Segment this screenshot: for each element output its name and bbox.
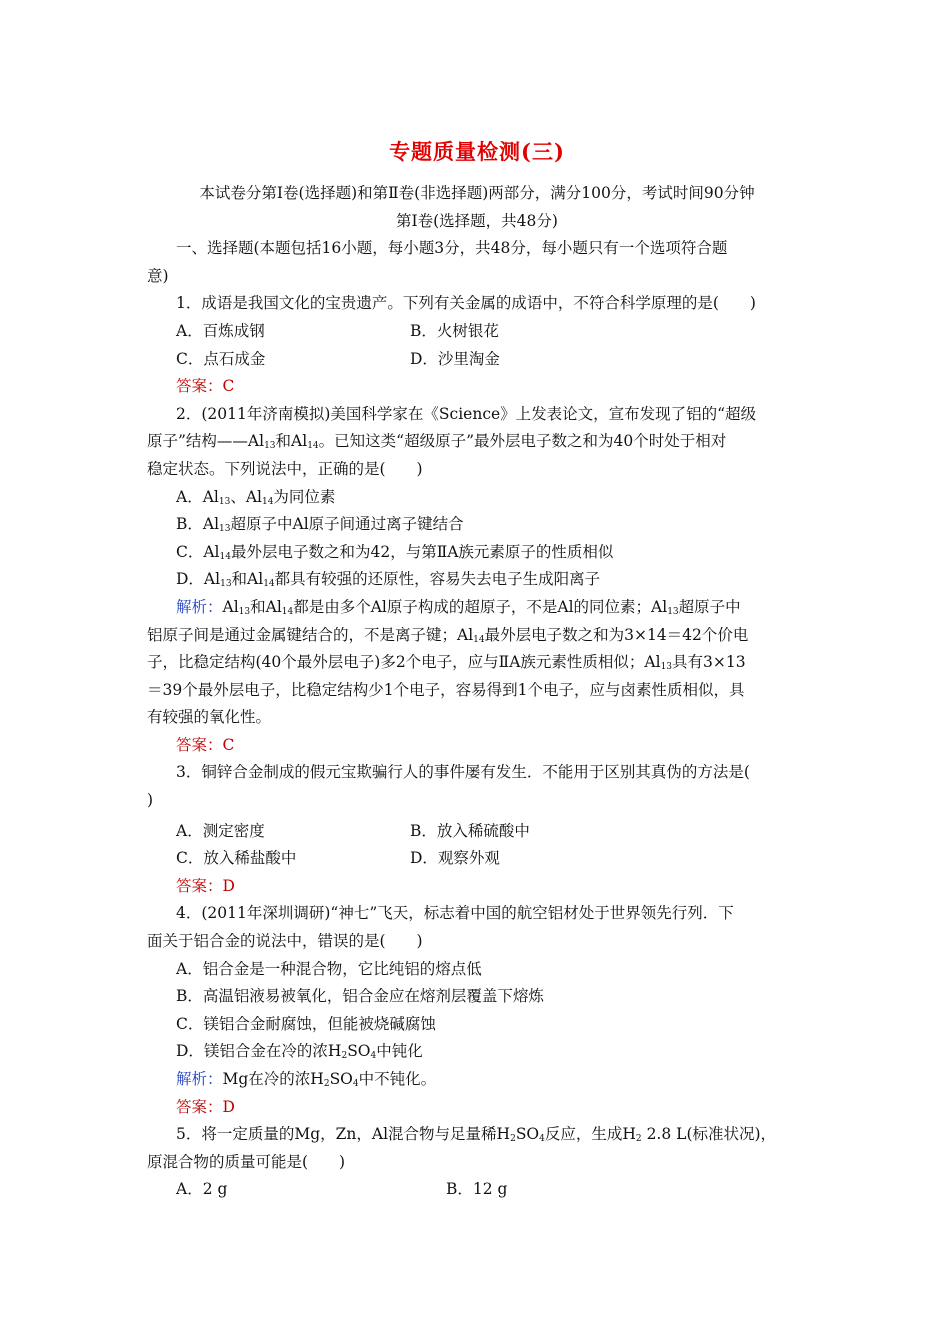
subscript: 14 [473,634,485,645]
subscript: 13 [667,606,679,617]
option-text: 最外层电子数之和为42，与第ⅡA族元素原子的性质相似 [230,542,614,561]
question-3-options-cd [147,845,807,873]
analysis-text: 最外层电子数之和为3×14＝42个价电 [484,625,749,644]
option-text: D．镁铝合金在冷的浓H [176,1042,342,1061]
option-d: D．沙里淘金 [410,349,500,368]
option-text: A．Al [176,487,219,506]
option-b: B．火树银花 [410,321,499,340]
question-4-stem-line2: 面关于铝合金的说法中，错误的是( ) [147,932,423,951]
question-2-answer: 答案：C [176,735,235,754]
exam-page [147,138,807,1204]
subscript: 13 [218,496,231,507]
question-5-options-ab [147,1176,807,1204]
question-1-answer: 答案：C [176,377,235,396]
option-c: C．点石成金 [176,349,266,368]
analysis-text: 具有3×13 [672,653,746,672]
question-2-analysis [147,594,807,622]
option-c: C．镁铝合金耐腐蚀，但能被烧碱腐蚀 [176,1014,436,1033]
stem-text: 。已知这类“超级原子”最外层电子数之和为40个时处于相对 [318,432,727,451]
exam-intro: 本试卷分第Ⅰ卷(选择题)和第Ⅱ卷(非选择题)两部分，满分100分，考试时间90分钟 [199,184,755,202]
option-a: A．测定密度 [176,821,265,840]
question-2-analysis-line3 [147,649,807,677]
question-2-stem: 2．(2011年济南模拟)美国科学家在《Science》上发表论文，宣布发现了铝的“超级 [176,404,757,423]
option-text: 中钝化 [376,1042,423,1061]
question-4-stem: 4．(2011年深圳调研)“神七”飞天，标志着中国的航空铝材处于世界领先行列．下 [176,904,734,923]
subscript: 13 [219,524,231,535]
option-text: D．Al [176,570,221,589]
question-3-answer: 答案：D [176,876,235,895]
question-2-analysis-line2 [147,622,807,650]
option-text: B．Al [176,515,220,534]
question-1-options-ab [147,318,807,346]
question-3-stem-line2: ) [147,791,154,810]
subscript: 13 [238,606,251,617]
subscript: 4 [539,1134,545,1145]
option-c: C．放入稀盐酸中 [176,849,297,868]
question-2-analysis-line5: 有较强的氧化性。 [147,708,272,727]
question-5-stem-line2: 原混合物的质量可能是( ) [147,1152,346,1171]
part-heading: 第Ⅰ卷(选择题，共48分) [396,211,558,230]
stem-text: SO [515,1125,540,1144]
subscript: 4 [352,1079,359,1089]
section-heading-cont: 意) [147,266,169,285]
analysis-label: 解析： [176,597,223,616]
analysis-text: Mg在冷的浓H [222,1070,324,1088]
question-1-options-cd [147,346,807,374]
subscript: 2 [341,1051,348,1062]
option-text: 和Al [231,570,264,589]
question-5-stem [147,1121,807,1149]
analysis-text: 超原子中 [678,597,741,616]
question-1-stem: 1．成语是我国文化的宝贵遗产。下列有关金属的成语中，不符合科学原理的是( ) [176,294,756,313]
analysis-text: 铝原子间是通过金属键结合的，不是离子键；Al [147,625,474,644]
option-b [147,511,807,539]
analysis-text: Al [222,597,239,616]
stem-text: 反应，生成H [544,1125,636,1144]
option-text: C．Al [176,542,220,561]
question-2-analysis-line4: ＝39个最外层电子，比稳定结构少1个电子，容易得到1个电子，应与卤素性质相似，具 [147,680,745,699]
question-2-stem-line2 [147,428,807,456]
subscript: 13 [220,579,232,590]
analysis-label: 解析： [176,1070,223,1088]
page-title: 专题质量检测(三) [389,139,565,164]
subscript: 14 [263,579,275,590]
stem-text: 和Al [275,432,308,451]
option-b: B．放入稀硫酸中 [410,821,530,840]
option-text: 超原子中Al原子间通过离子键结合 [230,515,464,534]
subscript: 14 [261,496,274,507]
subscript: 2 [635,1134,642,1145]
analysis-text: 和Al [250,597,282,616]
subscript: 4 [370,1051,377,1062]
subscript: 14 [281,606,294,617]
analysis-text: SO [329,1070,353,1088]
subscript: 14 [307,441,319,452]
option-a: A．2 g [176,1180,228,1199]
option-text: 、Al [230,487,262,506]
subscript: 2 [323,1079,330,1089]
option-a: A．百炼成钢 [176,321,265,340]
subscript: 13 [660,662,673,673]
section-heading: 一、选择题(本题包括16小题，每小题3分，共48分，每小题只有一个选项符合题 [176,239,728,258]
subscript: 14 [219,551,231,562]
option-text: 为同位素 [273,487,336,506]
option-d: D．观察外观 [410,849,500,868]
subscript: 13 [264,441,276,452]
stem-text: 2.8 L(标准状况)， [641,1125,777,1144]
subscript: 2 [510,1134,516,1145]
question-3-options-ab [147,818,807,846]
option-text: SO [347,1042,371,1061]
option-b: B．高温铝液易被氧化，铝合金应在熔剂层覆盖下熔炼 [176,987,544,1006]
analysis-text: 都是由多个Al原子构成的超原子，不是Al的同位素；Al [293,597,668,616]
option-a [147,484,807,512]
analysis-text: 子，比稳定结构(40个最外层电子)多2个电子，应与ⅡA族元素性质相似；Al [147,653,661,672]
option-text: 都具有较强的还原性，容易失去电子生成阳离子 [274,570,601,589]
option-c [147,539,807,567]
analysis-text: 中不钝化。 [358,1070,437,1088]
question-2-stem-line3: 稳定状态。下列说法中，正确的是( ) [147,459,423,478]
option-d [147,1038,807,1066]
question-4-analysis [147,1066,807,1094]
question-4-answer: 答案：D [176,1097,235,1116]
stem-text: 5．将一定质量的Mg，Zn，Al混合物与足量稀H [176,1125,511,1144]
stem-text: 原子”结构——Al [147,432,265,451]
option-d [147,566,807,594]
question-3-stem: 3．铜锌合金制成的假元宝欺骗行人的事件屡有发生．不能用于区别其真伪的方法是( [176,763,750,782]
option-a: A．铝合金是一种混合物，它比纯铝的熔点低 [176,959,482,978]
option-b: B．12 g [446,1180,508,1199]
